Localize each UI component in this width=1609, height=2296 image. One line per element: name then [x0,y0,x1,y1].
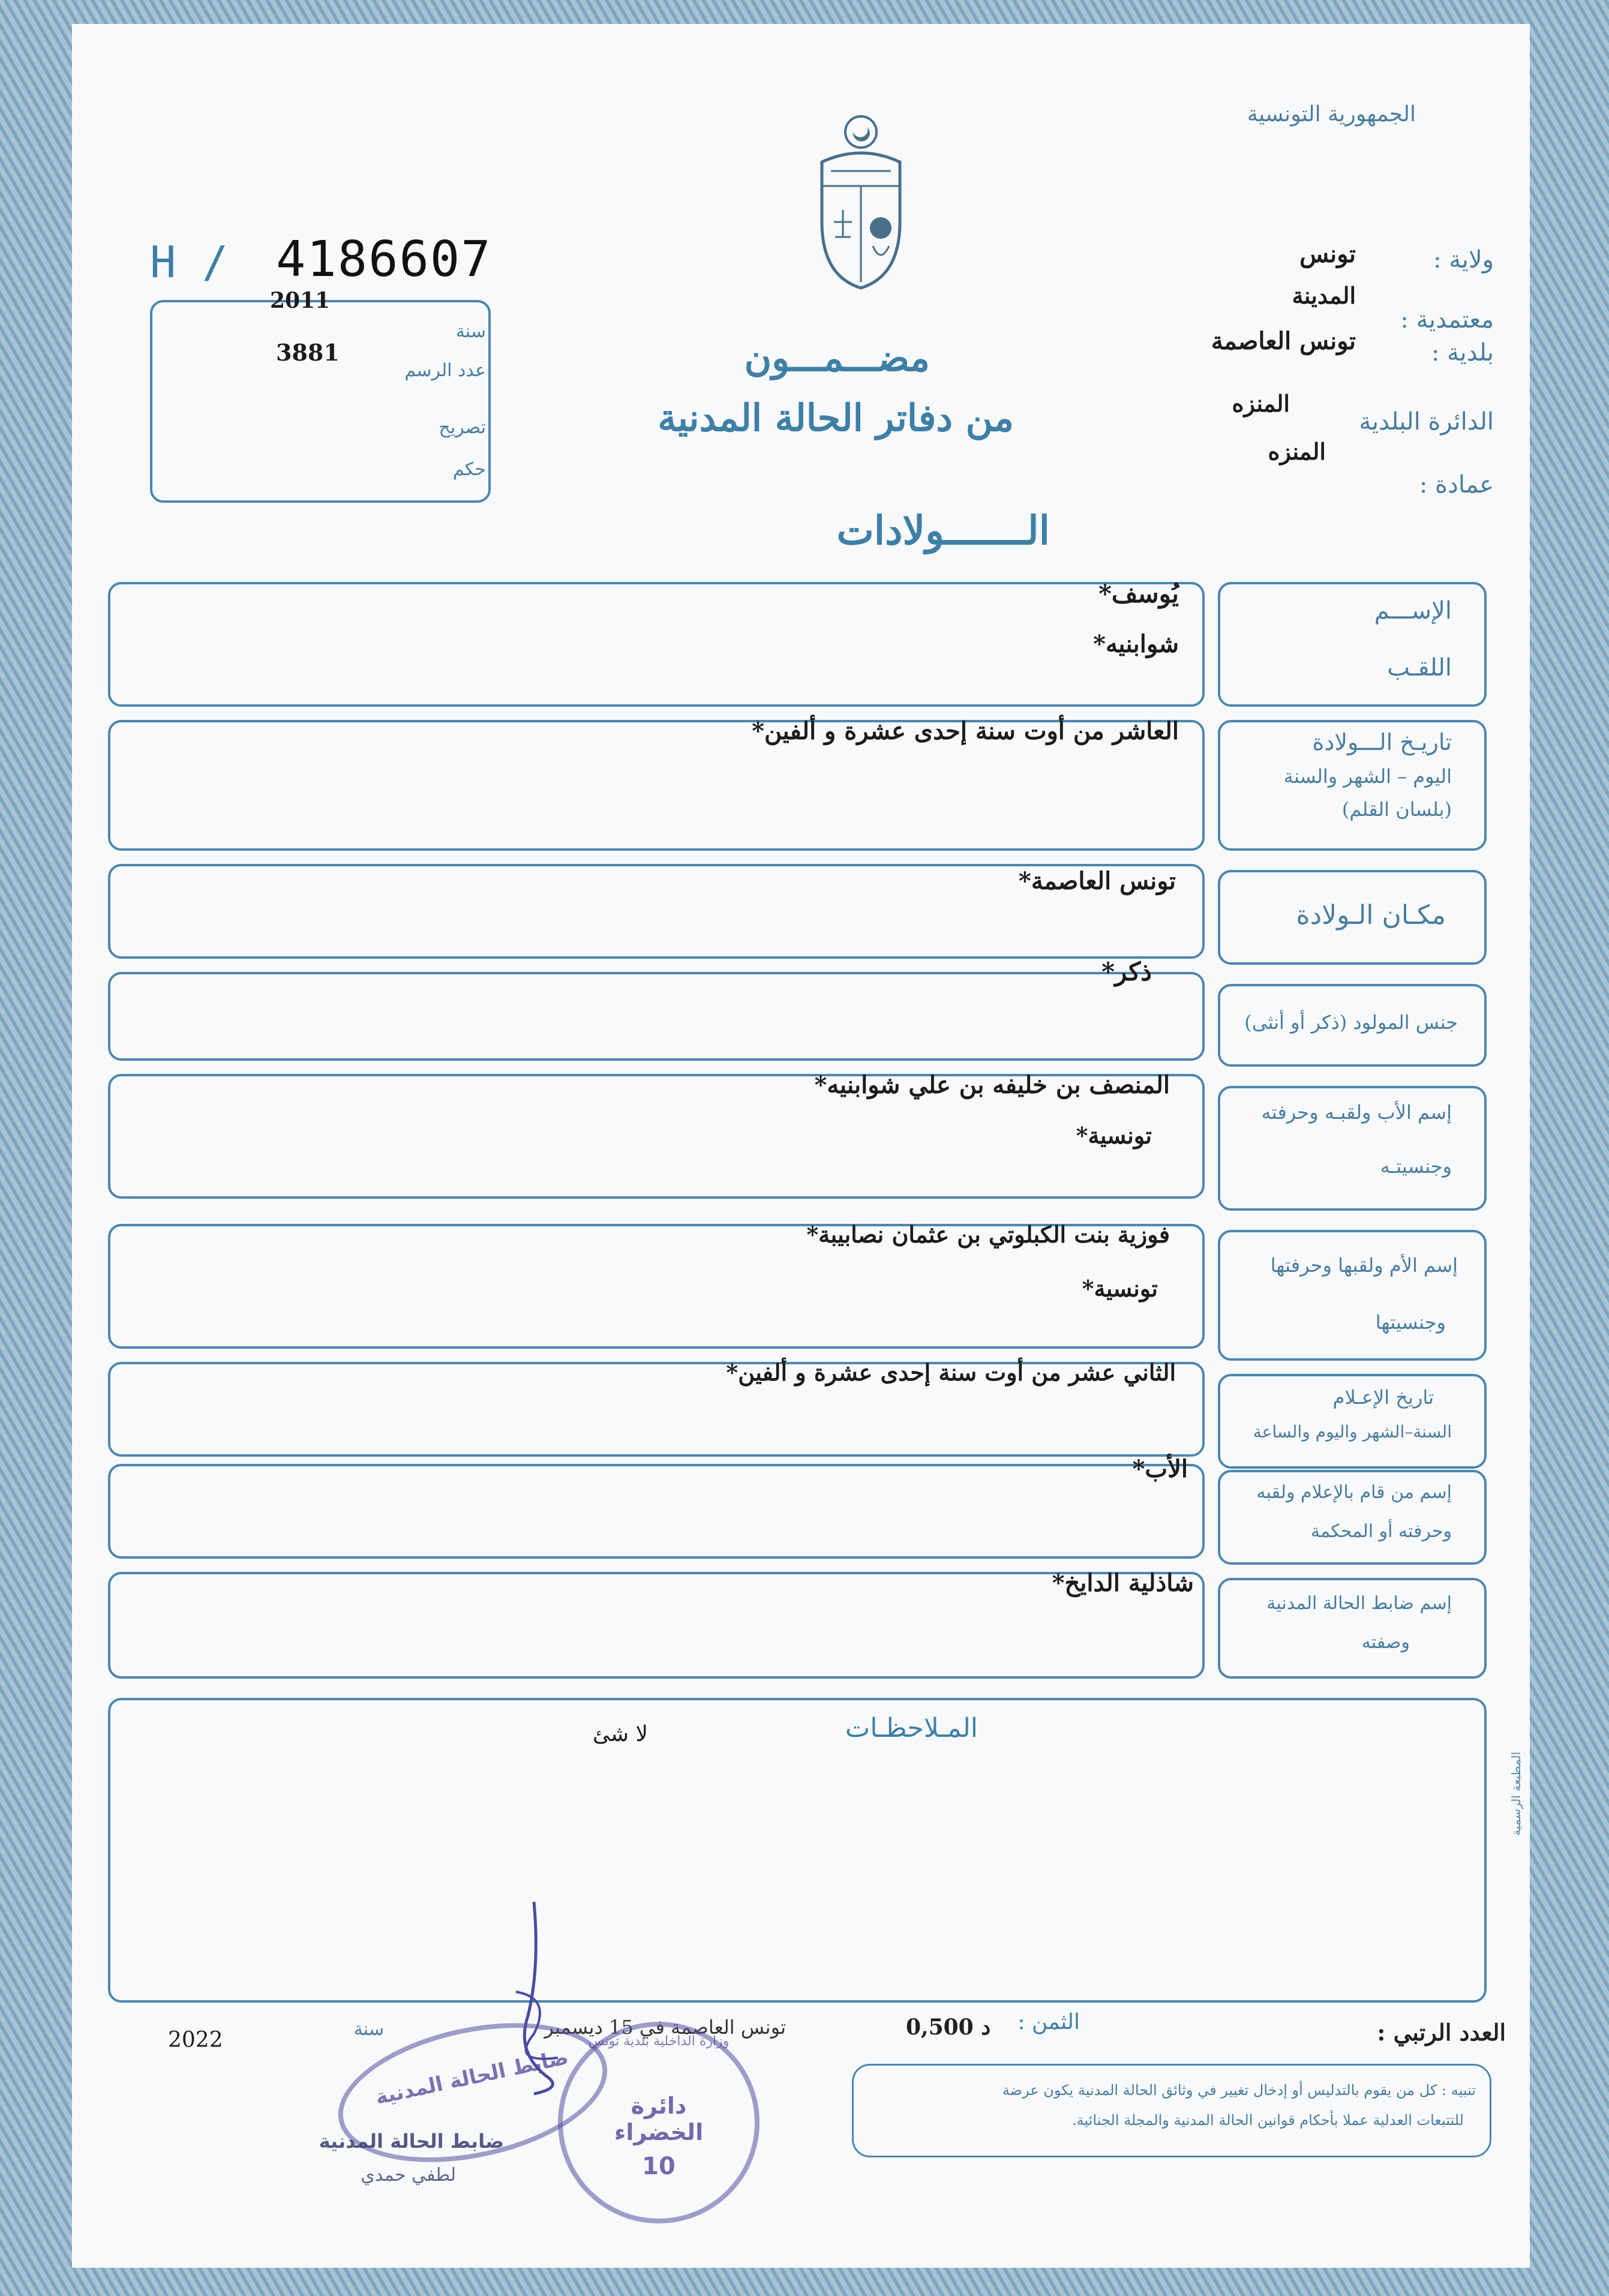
surname-label: اللقـب [1387,654,1452,682]
mootamadia-value: المدينة [1292,282,1356,309]
father-nationality-value: تونسية* [1076,1122,1152,1149]
side-print-text: المطبعة الرسمية [1509,1751,1523,1836]
price-label: الثمن : [1017,2010,1080,2034]
father-label: إسم الأب ولقبـه وحرفته [1261,1101,1452,1124]
imada-label: عمادة : [1419,471,1494,499]
birthdate-label-sub2: (بلسان القلم) [1341,798,1452,821]
round-stamp [558,2022,760,2223]
serial-number: 4186607 [276,231,492,288]
birthdate-label-sub: اليوم – الشهر والسنة [1283,765,1452,788]
daira-label: الدائرة البلدية [1359,408,1494,436]
name-label: الإســـم [1374,597,1452,625]
officer-value-box [108,1572,1205,1679]
daira-value: المنزه [1232,390,1290,417]
reference-box [150,300,491,503]
father-value: المنصف بن خليفه بن علي شوابنيه* [814,1071,1170,1099]
ref-declaration-label: تصريح [439,417,486,438]
round-stamp-text: دائرة الخضراء [614,2093,704,2145]
mother-label-box [1218,1230,1487,1361]
gender-value: ذكر* [1101,957,1152,986]
footer-year-value: 2022 [168,2028,223,2052]
gender-value-box [108,972,1205,1061]
name-value: يُوسف* [1098,579,1179,608]
baladia-label: بلدية : [1431,339,1494,367]
title-line2: من دفاتر الحالة المدنية [658,396,1014,440]
birthplace-label: مكـان الـولادة [1296,900,1446,931]
serial-prefix: H / [150,237,229,287]
officer-seal-name: لطفي حمدي [361,2165,456,2186]
baladia-value: تونس العاصمة [1211,327,1356,355]
mother-label-sub: وجنسيتها [1375,1311,1446,1334]
coat-of-arms-icon [816,108,906,294]
father-label-sub: وجنسيتـه [1380,1155,1452,1178]
ref-number-label: عدد الرسم [404,360,486,381]
imada-value: المنزه [1268,438,1326,465]
mootamadia-label: معتمدية : [1400,306,1494,334]
mother-label: إسم الأم ولقبها وحرفتها [1270,1254,1458,1277]
officer-seal-title: ضابط الحالة المدنية [319,2130,504,2153]
title-line3: الـــــــولادات [836,507,1050,554]
round-stamp-ring: وزارة الداخلية بلدية تونس [588,2034,730,2049]
warning-line2: للتتبعات العدلية عملا بأحكام قوانين الحالة المدنية والمجلة الجنائية. [1072,2112,1464,2129]
ordinal-label: العدد الرتبي : [1377,2019,1506,2046]
ref-year-value: 2011 [270,288,331,313]
place-date: تونس العاصمة في 15 ديسمبر [544,2016,786,2039]
officer-value: شاذلية الدايخ* [1052,1569,1194,1597]
title-line1: مضـــمـــون [744,336,930,380]
notes-value: لا شئ [592,1722,648,1746]
birthdate-value: العاشر من أوت سنة إحدى عشرة و ألفين* [752,717,1179,745]
birthplace-value: تونس العاصمة* [1018,867,1176,895]
declaration-date-label: تاريخ الإعـلام [1332,1386,1434,1409]
declarant-value: الأب* [1132,1455,1188,1483]
mother-value: فوزية بنت الكبلوتي بن عثمان نصابيبة* [806,1221,1170,1248]
name-value-box [108,582,1205,707]
wilaya-value: تونس [1299,240,1356,268]
declaration-date-value: الثاني عشر من أوت سنة إحدى عشرة و ألفين* [726,1359,1176,1386]
warning-line1: تنبيه : كل من يقوم بالتدليس أو إدخال تغيير في وثائق الحالة المدنية يكون عرضة [1002,2082,1476,2099]
officer-label-sub: وصفته [1361,1632,1410,1653]
warning-box [852,2064,1491,2157]
ref-year-label: سنة [455,321,486,342]
mother-nationality-value: تونسية* [1082,1275,1158,1302]
round-stamp-number: 10 [642,2153,676,2180]
footer-year-label: سنة [353,2019,384,2040]
notes-label: المـلاحظـات [845,1713,978,1743]
oval-stamp-text: ضابط الحالة المدنية [373,2045,571,2110]
officer-seal [288,2130,504,2220]
gender-label: جنس المولود (ذكر أو أنثى) [1244,1011,1458,1034]
surname-value: شوابنيه* [1093,630,1179,658]
certificate-sheet [72,24,1530,2268]
officer-label: إسم ضابط الحالة المدنية [1266,1593,1452,1614]
declarant-label-sub: وحرفته أو المحكمة [1310,1521,1452,1542]
declaration-date-label-sub: السنة–الشهر واليوم والساعة [1253,1422,1452,1442]
declarant-label: إسم من قام بالإعلام ولقبه [1256,1482,1452,1503]
birthdate-label: تاريـخ الـــولادة [1312,729,1452,755]
ref-judgment-label: حكم [452,459,486,480]
declarant-value-box [108,1464,1205,1559]
price-value: 0,500 د [906,2015,991,2040]
republic-title: الجمهورية التونسية [1247,102,1416,127]
notes-box [108,1698,1487,2003]
ref-number-value: 3881 [276,339,340,366]
wilaya-label: ولاية : [1433,246,1494,274]
